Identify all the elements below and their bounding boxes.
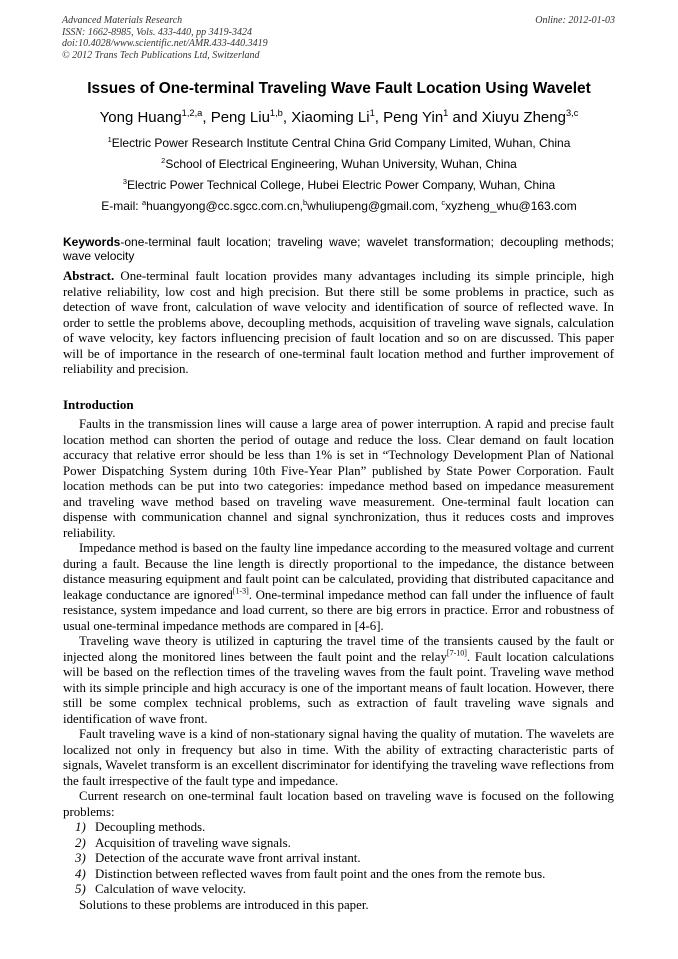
author-sup: 3,c [565,108,579,118]
author-sup: 1,b [269,108,283,118]
problem-list [63,820,614,898]
author-sup: 1,2,a [181,108,203,118]
email-b[interactable]: whuliupeng@gmail.com, [307,199,442,213]
author-name: Peng Yin [383,109,444,126]
issn-line: ISSN: 1662-8985, Vols. 433-440, pp 3419-3424 [62,26,252,38]
introduction-body [63,417,614,913]
paragraph: Traveling wave theory is utilized in capturing the travel time of the transients caused by the fault or injected along the monitored lines between the fault point and the relay[7-10]. Fault location calculations will be based on the reflection times of the traveling waves from the fault point. Traveling wave method with its simple principle and high accuracy is one of the important means of fault location. However, there still be some complex technical problems, such as extraction of fault traveling wave signals and identification of wave front. [63,634,615,726]
author-sup: 1 [443,108,449,118]
author-list: Yong Huang$^{1,2,a}$, Peng Liu$^{1,b}$, Xiaoming Li$^1$, Peng Yin$^1$ and Xiuyu Zheng$^{3,c}$ [99,108,579,126]
abstract-text: One-terminal fault location provides many advantages including its simple principle, high relative reliability, low cost and high precision. But there still be some problems in practice, such as detection of wave front, calculation of wave velocity and identification of source of reflected wave. In order to settle the problems above, decoupling methods, acquisition of traveling wave signals, calculation of wave velocity, key factors influencing precision of fault location and so on are discussed. This paper will be of importance in the research of one-terminal fault location method and further improvement of reliability and precision. [63,269,614,376]
keywords [63,235,614,263]
list-item: 4) Distinction between reflected waves from fault point and the ones from the remote bus. [75,866,546,881]
section-heading-introduction: Introduction [63,397,134,412]
author-sup: 1 [369,108,375,118]
doi-line: doi:10.4028/www.scientific.net/AMR.433-440.3419 [62,38,268,49]
author-name: Yong Huang [99,109,182,126]
online-date: Online: 2012-01-03 [535,15,615,26]
copyright-line: © 2012 Trans Tech Publications Ltd, Switzerland [62,49,260,61]
journal-header [62,15,615,61]
journal-name: Advanced Materials Research [62,15,183,26]
abstract-label: Abstract. [63,269,115,283]
paragraph: Solutions to these problems are introduced in this paper. [79,897,369,912]
affiliation-2: $^2$School of Electrical Engineering, Wuhan University, Wuhan, China [161,156,517,171]
keywords-text: -one-terminal fault location; traveling wave; wavelet transformation; decoupling methods; wave velocity [63,235,614,263]
paper-title: Issues of One-terminal Traveling Wave Fault Location Using Wavelet [87,80,591,97]
author-name: Xiuyu Zheng [481,109,566,126]
paragraph: Impedance method is based on the faulty line impedance according to the measured voltage and current during a fault. Because the line length is directly proportional to the impedance, the distance between distance measuring equipment and fault point can be calculated, providing that distributed capacitance and leakage conductance are ignored[1-3]. One-terminal impedance method can fall under the influence of fault resistance, system impedance and load current, so there are big errors in practice. Error and robustness of usual one-terminal impedance methods are compared in [4-6]. [63,541,614,633]
affiliation-1: $^1$Electric Power Research Institute Central China Grid Company Limited, Wuhan, China [107,135,571,150]
author-name: Xiaoming Li [291,109,370,126]
paragraph: Faults in the transmission lines will cause a large area of power interruption. A rapid and precise fault location method can shorten the period of outage and reduce the loss. Clear demand on fault location accuracy that relative error should be less than 1% is set in “Technology Development Plan of National Power Dispatching System during 10th Five-Year Plan” published by State Power Corporation. Fault location methods can be put into two categories: impedance method based on impedance measurement and traveling wave method based on traveling wave measurement. One-terminal fault location can dispense with communication channel and signal synchronization, thus it reduces costs and improves reliability. [63,417,614,540]
keywords-label: Keywords [63,235,121,249]
citation: [7-10] [446,648,467,658]
abstract [63,269,614,378]
list-item: 2) Acquisition of traveling wave signals. [75,835,291,850]
email-a[interactable]: huangyong@cc.sgcc.com.cn, [146,199,304,213]
paragraph: Current research on one-terminal fault location based on traveling wave is focused on the following problems: [63,789,614,819]
email-c[interactable]: xyzheng_whu@163.com [445,199,577,213]
list-item: 5) Calculation of wave velocity. [75,882,246,896]
citation: [1-3] [232,586,249,596]
author-name: Peng Liu [210,109,270,126]
affiliation-3: $^3$Electric Power Technical College, Hubei Electric Power Company, Wuhan, China [122,177,556,192]
list-item: 1) Decoupling methods. [75,820,206,834]
paragraph: Fault traveling wave is a kind of non-stationary signal having the quality of mutation. The wavelets are localized not only in frequency but also in time. With the ability of extracting characteristic parts of signals, Wavelet transform is an excellent discriminator for identifying the traveling wave reflections from the fault irrespective of the fault type and impedance. [63,727,614,788]
email-line: E-mail: $^a$huangyong@cc.sgcc.com.cn,$^b$whuliupeng@gmail.com, $^c$xyzheng_whu@163.com [101,198,577,213]
list-item: 3) Detection of the accurate wave front arrival instant. [75,851,361,865]
